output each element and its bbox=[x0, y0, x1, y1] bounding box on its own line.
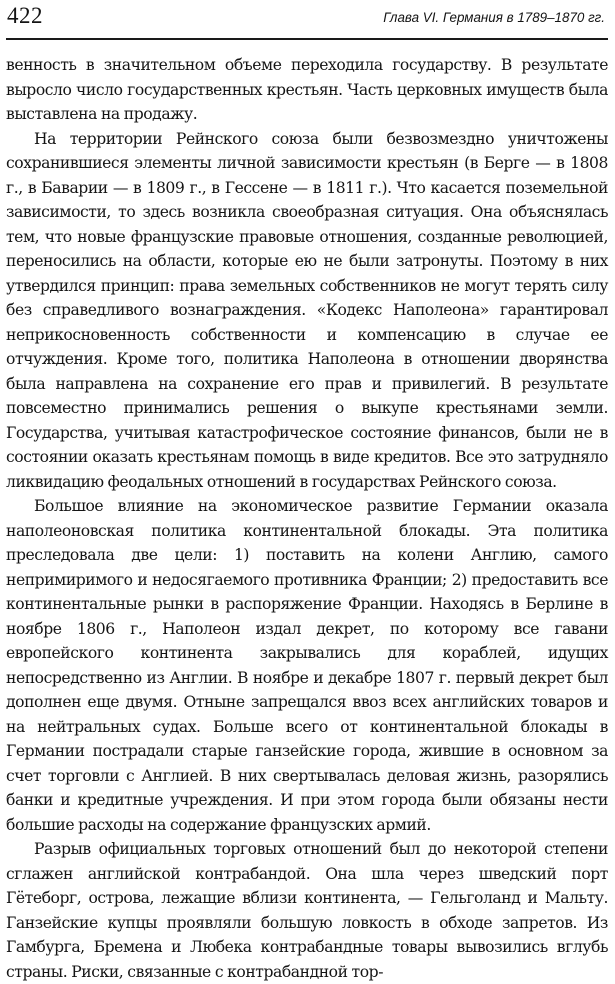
paragraph-4: Разрыв официальных торговых отношений был до некоторой степени сглажен английской контрабандой. Она шла через шведский порт Гётеборг, острова, лежащие вблизи континента, — Гельголанд и Мальту. Ганзейские купцы проявляли большую ловкость в обходе запретов. Из Гамбурга, Бремена и Любека контрабандные товары вывозились вглубь страны. Риски, связанные с контрабандной тор- bbox=[6, 840, 608, 981]
page-number: 422 bbox=[7, 3, 43, 28]
paragraph-1: венность в значительном объеме переходила государству. В результате выросло число государственных крестьян. Часть церковных имуществ была выставлена на продажу. bbox=[6, 56, 608, 123]
paragraph-3: Большое влияние на экономическое развитие Германии оказала наполеоновская политика континентальной блокады. Эта политика преследовала две цели: 1) поставить на колени Англию, самого непримиримого и недосягаемого противника Франции; 2) предоставить все континентальные рынки в распоряжение Франции. Находясь в Берлине в ноябре 1806 г., Наполеон издал декрет, по которому все гавани европейского континента закрывались для кораблей, идущих непосредственно из Англии. В ноябре и декабре 1807 г. первый декрет был дополнен еще двумя. Отныне запрещался ввоз всех английских товаров и на нейтральных судах. Больше всего от континентальной блокады в Германии пострадали старые ганзейские города, жившие в основном за счет торговли с Англией. В них свертывалась деловая жизнь, разорялись банки и кредитные учреждения. И при этом города были обязаны нести большие расходы на содержание французских армий. bbox=[6, 497, 608, 834]
body-text bbox=[6, 53, 608, 984]
chapter-title: Глава VI. Германия в 1789–1870 гг. bbox=[383, 10, 605, 25]
paragraph-2: На территории Рейнского союза были безвозмездно уничтожены сохранившиеся элементы личной зависимости крестьян (в Берге — в 1808 г., в Баварии — в 1809 г., в Гессене — в 1811 г.). Что касается поземельной зависимости, то здесь возникла своеобразная ситуация. Она объяснялась тем, что новые французские правовые отношения, созданные революцией, переносились на области, которые ею не были затронуты. Поэтому в них утвердился принцип: права земельных собственников не могут терять силу без справедливого вознаграждения. «Кодекс Наполеона» гарантировал неприкосновенность собственности и компенсацию в случае ее отчуждения. Кроме того, политика Наполеона в отношении дворянства была направлена на сохранение его прав и привилегий. В результате повсеместно принимались решения о выкупе крестьянами земли. Государства, учитывая катастрофическое состояние финансов, были не в состоянии оказать крестьянам помощь в виде кредитов. Все это затрудняло ликвидацию феодальных отношений в государствах Рейнского союза. bbox=[6, 129, 608, 491]
running-header bbox=[6, 0, 608, 40]
